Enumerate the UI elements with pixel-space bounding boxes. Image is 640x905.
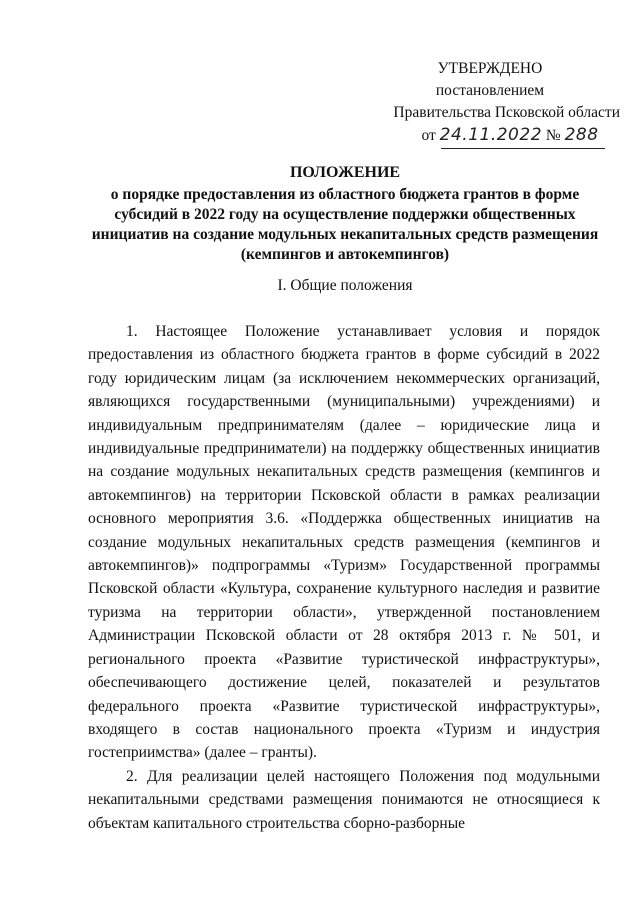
government-label: Правительства Псковской области (393, 104, 620, 121)
title-heading: ПОЛОЖЕНИЕ (289, 164, 401, 181)
number-label: № (545, 127, 561, 144)
from-label: от (421, 127, 436, 144)
signature-line (421, 124, 598, 147)
handwritten-number: 288 (564, 125, 599, 145)
paragraph-2: 2. Для реализации целей настоящего Положения под модульными некапитальными средствами размещения понимаются не относящиеся к объектам капитального строительства сборно-разборные (88, 767, 600, 832)
date-number-line (360, 124, 620, 147)
document-title (80, 163, 610, 265)
body-text (88, 320, 600, 835)
paragraph-1: 1. Настоящее Положение устанавливает условия и порядок предоставления из областного бюджета грантов в форме субсидий в 2022 году юридическим лицам (за исключением некоммерческих организаций, являющихся государственными (муниципальными) учреждениями) и индивидуальным предпринимателям (далее – юридические лица и индивидуальные предприниматели) на поддержку общественных инициатив на создание модульных некапитальных средств размещения (кемпингов и автокемпингов) на территории Псковской области в рамках реализации основного мероприятия 3.6. «Поддержка общественных инициатив на создание модульных некапитальных средств размещения (кемпингов и автокемпингов)» подпрограммы «Туризм» Государственной программы Псковской области «Культура, сохранение культурного наследия и развитие туризма на территории области», утвержденной постановлением Администрации Псковской области от 28 октября 2013 г. № 501, и регионального проекта «Развитие туристической инфраструктуры», обеспечивающего достижение целей, показателей и результатов федерального проекта «Развитие туристической инфраструктуры», входящего в состав национального проекта «Туризм и индустрия гостеприимства» (далее – гранты). (88, 323, 600, 762)
approved-label: УТВЕРЖДЕНО (437, 60, 543, 77)
underline (441, 148, 604, 149)
section-heading: I. Общие положения (277, 277, 413, 294)
title-subtitle: о порядке предоставления из областного бюджета грантов в форме субсидий в 2022 году на осуществление поддержки общественных инициатив на создание модульных некапитальных средств размещения (кемпингов и автокемпингов) (91, 186, 599, 263)
handwritten-date: 24.11.2022 (439, 125, 543, 145)
decree-label: постановлением (435, 82, 545, 99)
approval-stamp (360, 58, 620, 147)
